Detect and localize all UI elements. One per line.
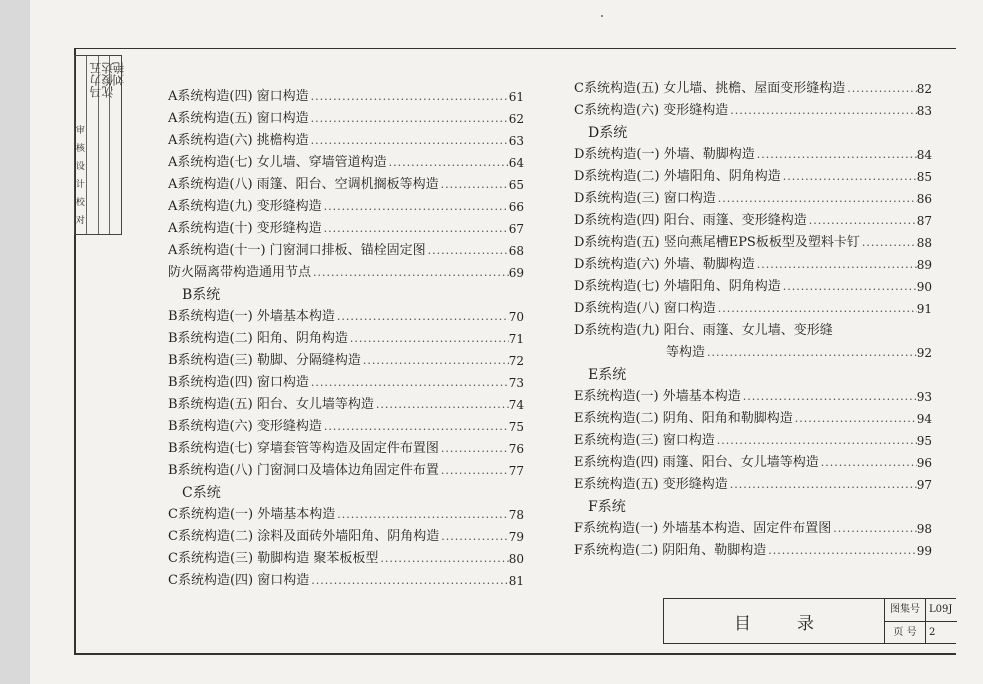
toc-entry-title: C系统构造(五) 女儿墙、挑檐、屋面变形缝构造	[574, 81, 846, 96]
dot-leader	[309, 86, 509, 108]
toc-page-number: 91	[916, 302, 932, 316]
toc-page-number: 69	[508, 266, 524, 280]
dot-leader	[335, 306, 509, 328]
toc-page-number: 96	[916, 456, 932, 470]
toc-entry-title: D系统构造(六) 外墙、勒脚构造	[574, 257, 755, 272]
toc-page-number: 84	[916, 148, 932, 162]
toc-page-number: 66	[508, 200, 524, 214]
toc-page-number: 67	[508, 222, 524, 236]
toc-entry	[168, 196, 524, 218]
toc-page-number: 99	[916, 544, 932, 558]
toc-page-number: 90	[916, 280, 932, 294]
toc-entry-title: F系统构造(二) 阴阳角、勒脚构造	[574, 543, 767, 558]
toc-entry	[168, 328, 524, 350]
toc-entry-title: C系统构造(一) 外墙基本构造	[168, 507, 336, 522]
document-title: 目录	[734, 613, 860, 634]
toc-entry-title: E系统构造(五) 变形缝构造	[574, 477, 728, 492]
toc-section-heading: E系统	[588, 367, 627, 383]
page-number-label: 页 号	[885, 622, 926, 644]
toc-entry-title: A系统构造(五) 窗口构造	[168, 111, 309, 126]
toc-entry	[574, 298, 932, 320]
stamp-role: 对	[75, 216, 85, 226]
stamp-signature-column	[99, 56, 115, 234]
toc-entry-title: C系统构造(六) 变形缝构造	[574, 103, 729, 118]
toc-entry	[168, 174, 524, 196]
dot-leader	[378, 548, 508, 570]
toc-page-number: 74	[508, 398, 524, 412]
dot-leader	[781, 276, 917, 298]
toc-page-number: 82	[916, 82, 932, 96]
toc-page-number: 89	[916, 258, 932, 272]
dot-leader	[755, 254, 917, 276]
toc-entry-title: D系统构造(五) 竖向燕尾槽EPS板板型及塑料卡钉	[574, 235, 860, 250]
toc-page-number: 85	[916, 170, 932, 184]
toc-page-number: 87	[916, 214, 932, 228]
toc-page-number: 78	[508, 508, 524, 522]
dot-leader	[439, 526, 508, 548]
toc-entry-title: D系统构造(三) 窗口构造	[574, 191, 716, 206]
dot-leader	[807, 210, 917, 232]
toc-page-number: 70	[508, 310, 524, 324]
stamp-role: 校	[75, 198, 85, 208]
dot-leader	[715, 430, 917, 452]
stamp-role: 设	[75, 162, 85, 172]
toc-entry-title: E系统构造(四) 雨篷、阳台、女儿墙等构造	[574, 455, 819, 470]
toc-entry	[574, 474, 932, 496]
toc-entry-title: D系统构造(七) 外墙阳角、阴角构造	[574, 279, 781, 294]
toc-section-heading: C系统	[182, 485, 221, 501]
dot-leader	[755, 144, 917, 166]
toc-entry-title: C系统构造(三) 勒脚构造 聚苯板板型	[168, 551, 379, 566]
dot-leader	[361, 350, 509, 372]
dot-leader	[741, 386, 917, 408]
dot-leader	[439, 438, 509, 460]
dot-leader	[309, 130, 509, 152]
dot-leader	[716, 298, 917, 320]
toc-entry-title: D系统构造(八) 窗口构造	[574, 301, 716, 316]
toc-entry	[168, 460, 524, 482]
stamp-roles-column	[75, 56, 87, 234]
toc-entry	[168, 526, 524, 548]
toc-page-number: 76	[508, 442, 524, 456]
toc-entry-title: C系统构造(四) 窗口构造	[168, 573, 310, 588]
toc-entry-title: B系统构造(四) 窗口构造	[168, 375, 309, 390]
toc-page-number: 86	[916, 192, 932, 206]
toc-entry	[168, 504, 524, 526]
toc-entry	[574, 166, 932, 188]
atlas-number-value: L09J	[929, 604, 953, 615]
signature: 马力五	[88, 62, 103, 98]
stamp-role: 审	[75, 126, 85, 136]
toc-entry-title: A系统构造(七) 女儿墙、穿墙管道构造	[168, 155, 387, 170]
toc-entry	[574, 386, 932, 408]
toc-page-number: 94	[916, 412, 932, 426]
toc-page-number: 77	[508, 464, 524, 478]
toc-left-column	[168, 86, 524, 592]
toc-entry-title: B系统构造(二) 阳角、阴角构造	[168, 331, 348, 346]
page-number-value: 2	[929, 627, 936, 638]
toc-entry-title: A系统构造(六) 挑檐构造	[168, 133, 309, 148]
toc-entry	[168, 570, 524, 592]
toc-entry	[574, 144, 932, 166]
atlas-number-label: 图集号	[885, 599, 926, 621]
dot-leader	[793, 408, 917, 430]
toc-entry	[168, 130, 524, 152]
toc-entry	[168, 548, 524, 570]
toc-entry-title: B系统构造(三) 勒脚、分隔缝构造	[168, 353, 361, 368]
toc-page-number: 75	[508, 420, 524, 434]
title-block	[663, 598, 956, 644]
toc-page-number: 73	[508, 376, 524, 390]
dot-leader	[322, 196, 509, 218]
toc-page-number: 72	[508, 354, 524, 368]
toc-entry	[168, 152, 524, 174]
toc-entry	[574, 210, 932, 232]
dot-leader	[322, 416, 509, 438]
dot-leader	[335, 504, 508, 526]
toc-page-number: 71	[508, 332, 524, 346]
toc-entry-title: A系统构造(八) 雨篷、阳台、空调机搁板等构造	[168, 177, 439, 192]
toc-entry-title: E系统构造(三) 窗口构造	[574, 433, 715, 448]
toc-page-number: 97	[916, 478, 932, 492]
toc-page-number: 95	[916, 434, 932, 448]
dot-leader	[781, 166, 917, 188]
toc-entry-title: D系统构造(九) 阳台、雨篷、女儿墙、变形缝	[574, 323, 833, 338]
signature: 刘艳	[112, 62, 127, 86]
toc-entry	[168, 416, 524, 438]
dot-leader	[728, 100, 916, 122]
dot-leader	[845, 78, 916, 100]
toc-entry-title: A系统构造(四) 窗口构造	[168, 89, 309, 104]
stamp-role: 核	[75, 144, 85, 154]
toc-page-number: 83	[916, 104, 932, 118]
toc-entry	[574, 518, 932, 540]
dot-leader	[819, 452, 917, 474]
toc-entry	[574, 540, 932, 562]
toc-entry-title: B系统构造(五) 阳台、女儿墙等构造	[168, 397, 374, 412]
toc-entry	[574, 320, 932, 342]
toc-entry	[168, 218, 524, 240]
toc-page-number: 88	[916, 236, 932, 250]
dot-leader	[322, 218, 509, 240]
dot-leader	[705, 342, 917, 364]
toc-entry	[168, 372, 524, 394]
dot-leader	[348, 328, 509, 350]
toc-entry	[574, 342, 932, 364]
toc-entry-title: B系统构造(一) 外墙基本构造	[168, 309, 335, 324]
toc-page-number: 79	[508, 530, 524, 544]
scan-speck	[601, 15, 603, 17]
toc-entry-title: B系统构造(六) 变形缝构造	[168, 419, 322, 434]
toc-entry-title: A系统构造(九) 变形缝构造	[168, 199, 322, 214]
toc-entry-title: C系统构造(二) 涂料及面砖外墙阳角、阴角构造	[168, 529, 440, 544]
toc-entry	[574, 430, 932, 452]
dot-leader	[860, 232, 917, 254]
signature: 沈俊达	[100, 62, 115, 98]
toc-entry	[168, 394, 524, 416]
dot-leader	[716, 188, 917, 210]
toc-entry	[574, 188, 932, 210]
toc-entry	[574, 452, 932, 474]
toc-right-column	[574, 78, 932, 562]
dot-leader	[309, 570, 508, 592]
dot-leader	[309, 108, 509, 130]
title-block-grid	[884, 599, 957, 643]
stamp-signature-column	[110, 56, 127, 234]
toc-page-number: 81	[508, 574, 524, 588]
toc-entry-title: A系统构造(十) 变形缝构造	[168, 221, 322, 236]
toc-page-number: 62	[508, 112, 524, 126]
toc-entry-title: E系统构造(二) 阴角、阳角和勒脚构造	[574, 411, 793, 426]
toc-page-number: 80	[508, 552, 524, 566]
toc-entry	[574, 78, 932, 100]
toc-page-number: 98	[916, 522, 932, 536]
dot-leader	[309, 372, 509, 394]
toc-entry	[168, 438, 524, 460]
stamp-role: 计	[75, 180, 85, 190]
toc-entry-title: B系统构造(八) 门窗洞口及墙体边角固定件布置	[168, 463, 439, 478]
toc-page-number: 61	[508, 90, 524, 104]
dot-leader	[766, 540, 916, 562]
dot-leader	[728, 474, 917, 496]
toc-entry	[574, 254, 932, 276]
dot-leader	[426, 240, 509, 262]
dot-leader	[387, 152, 509, 174]
toc-page-number: 68	[508, 244, 524, 258]
toc-entry-title: B系统构造(七) 穿墙套管等构造及固定件布置图	[168, 441, 439, 456]
toc-entry-title: D系统构造(一) 外墙、勒脚构造	[574, 147, 755, 162]
toc-page-number: 63	[508, 134, 524, 148]
toc-entry	[574, 100, 932, 122]
toc-entry-title: A系统构造(十一) 门窗洞口排板、锚栓固定图	[168, 243, 426, 258]
toc-entry	[168, 108, 524, 130]
toc-entry	[574, 276, 932, 298]
toc-entry-title: D系统构造(四) 阳台、雨篷、变形缝构造	[574, 213, 807, 228]
stamp-signature-column	[87, 56, 103, 234]
toc-entry	[168, 350, 524, 372]
toc-page-number: 65	[508, 178, 524, 192]
toc-entry	[168, 240, 524, 262]
toc-page-number: 64	[508, 156, 524, 170]
toc-section-heading: B系统	[182, 287, 221, 303]
toc-page-number: 93	[916, 390, 932, 404]
toc-section-heading: D系统	[588, 125, 628, 141]
toc-entry	[168, 306, 524, 328]
toc-entry	[168, 262, 524, 284]
toc-entry	[168, 86, 524, 108]
approval-stamp	[74, 55, 127, 235]
toc-entry	[574, 408, 932, 430]
dot-leader	[439, 174, 509, 196]
dot-leader	[439, 460, 509, 482]
dot-leader	[831, 518, 916, 540]
toc-page-number: 92	[916, 346, 932, 360]
toc-entry-title: 防火隔离带构造通用节点	[168, 265, 312, 280]
toc-entry-title: E系统构造(一) 外墙基本构造	[574, 389, 741, 404]
toc-entry	[574, 232, 932, 254]
dot-leader	[374, 394, 509, 416]
toc-entry-title: 等构造	[666, 345, 706, 360]
toc-section-heading: F系统	[588, 499, 626, 515]
toc-entry-title: F系统构造(一) 外墙基本构造、固定件布置图	[574, 521, 832, 536]
dot-leader	[311, 262, 509, 284]
toc-entry-title: D系统构造(二) 外墙阳角、阴角构造	[574, 169, 781, 184]
